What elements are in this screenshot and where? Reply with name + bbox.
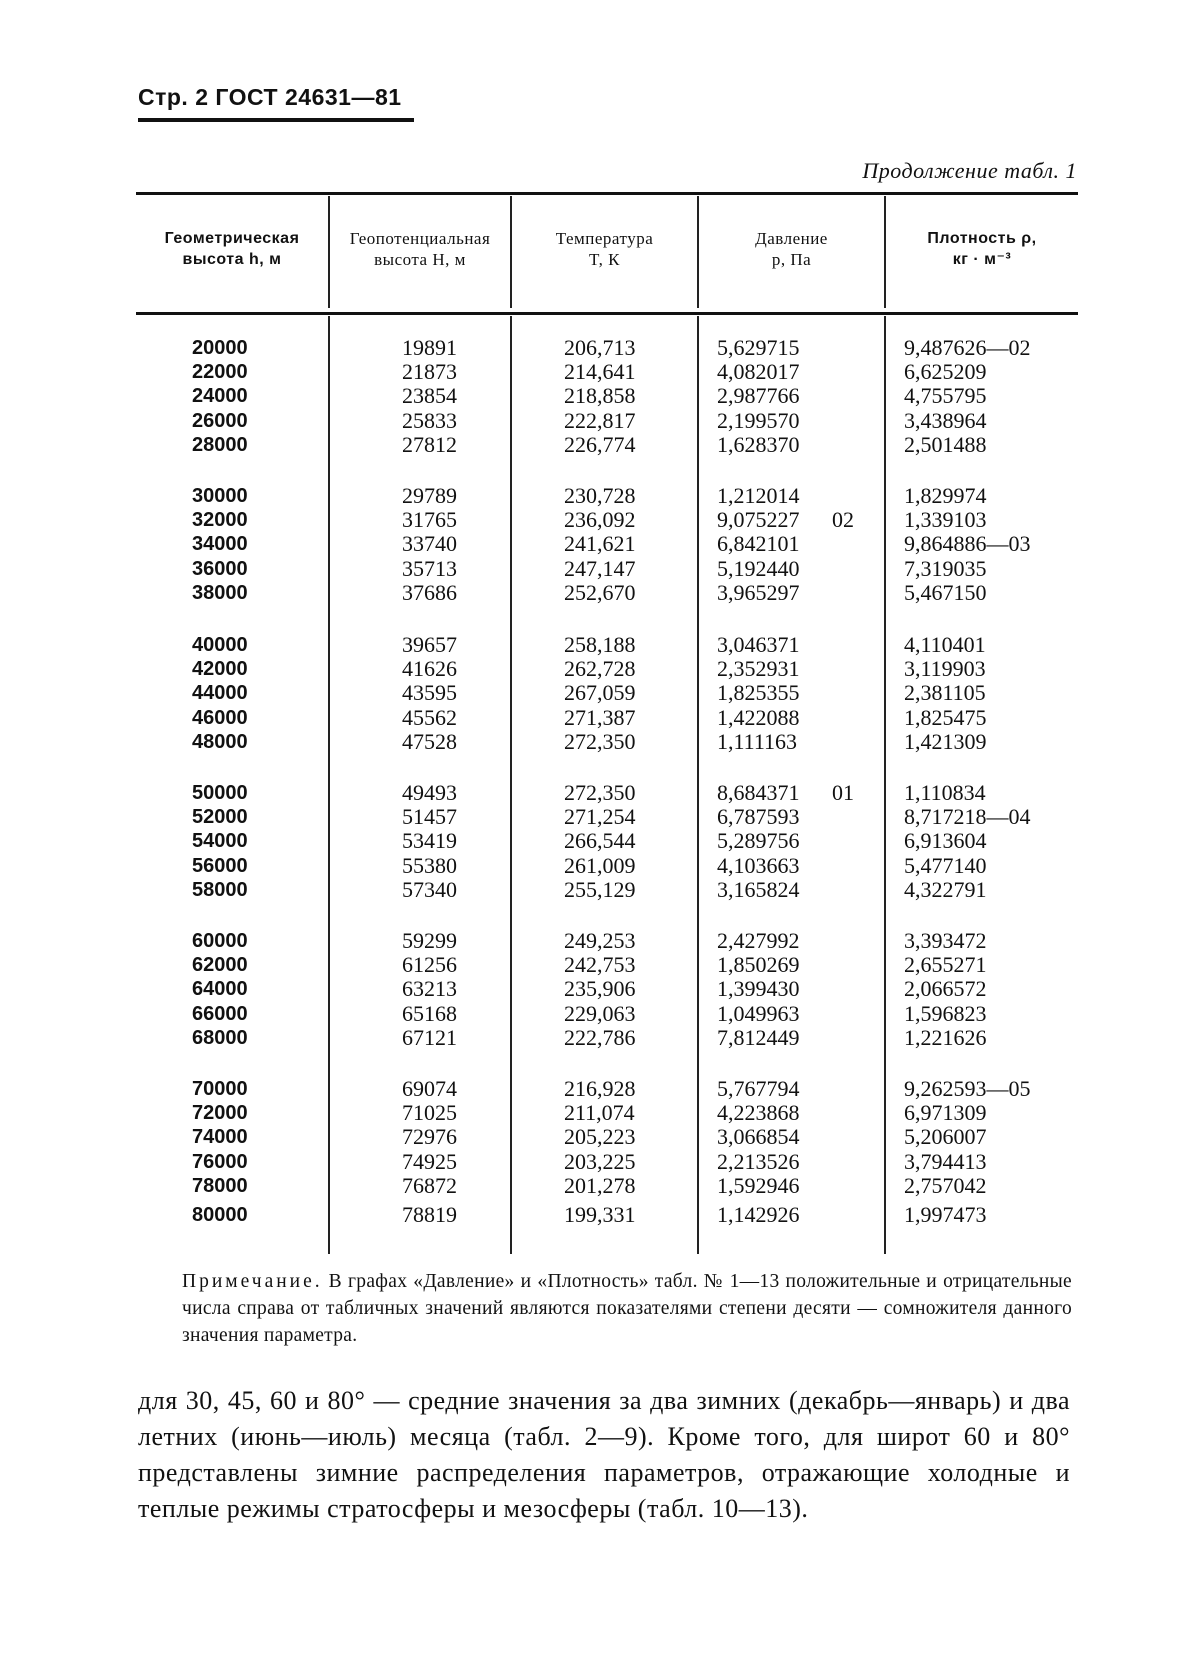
table-cell-T: 249,253 — [564, 928, 636, 953]
column-header-line: кг · м⁻³ — [952, 251, 1012, 268]
table-row — [0, 1150, 1187, 1174]
table-cell-H: 57340 — [402, 876, 457, 902]
table-cell-T: 271,387 — [564, 704, 636, 730]
table-row-group — [0, 1203, 1187, 1227]
table-cell-T: 214,641 — [564, 359, 636, 385]
table-cell-p: 1,111163 — [717, 728, 798, 754]
table-cell-H: 76872 — [402, 1172, 457, 1198]
column-header-line: Плотность ρ, — [927, 230, 1037, 247]
table-cell-p: 1,212014 — [717, 483, 800, 508]
table-cell-H: 41626 — [402, 656, 457, 682]
table-cell-p: 1,399430 — [717, 976, 800, 1002]
table-cell-p: 1,592946 — [717, 1172, 800, 1198]
table-cell-h: 40000 — [192, 634, 248, 656]
table-cell-T: 216,928 — [564, 1076, 636, 1101]
table-row — [0, 657, 1187, 681]
table-cell-h: 78000 — [192, 1174, 248, 1197]
table-row — [0, 581, 1187, 605]
table-cell-p: 1,628370 — [717, 431, 800, 457]
table-row — [0, 1125, 1187, 1149]
table-cell-rho: 9,262593—05 — [904, 1076, 1031, 1101]
table-row — [0, 1077, 1187, 1101]
table-cell-rho: 4,755795 — [904, 383, 987, 409]
table-cell-H: 63213 — [402, 976, 457, 1002]
table-top-rule — [136, 192, 1078, 195]
table-cell-H: 27812 — [402, 431, 457, 457]
table-cell-h: 52000 — [192, 806, 248, 829]
table-row-group — [0, 633, 1187, 754]
table-cell-T: 218,858 — [564, 383, 636, 409]
column-header-line: Геопотенциальная — [349, 229, 491, 248]
table-cell-h: 34000 — [192, 533, 248, 556]
table-cell-p: 2,352931 — [717, 656, 800, 682]
table-cell-H: 49493 — [402, 780, 457, 805]
column-header-geometric-height — [136, 228, 328, 270]
table-cell-h: 22000 — [192, 361, 248, 384]
table-cell-rho: 1,421309 — [904, 728, 987, 754]
table-cell-h: 72000 — [192, 1102, 248, 1125]
column-header-density — [886, 228, 1078, 270]
column-header-pressure — [699, 228, 884, 270]
table-cell-H: 74925 — [402, 1148, 457, 1174]
table-cell-h: 74000 — [192, 1126, 248, 1149]
table-cell-T: 271,254 — [564, 804, 636, 830]
table-cell-p: 5,192440 — [717, 555, 800, 581]
table-cell-p: 5,767794 — [717, 1076, 800, 1101]
table-cell-T: 235,906 — [564, 976, 636, 1002]
table-cell-p: 2,427992 — [717, 928, 800, 953]
table-cell-p: 7,812449 — [717, 1024, 800, 1050]
table-cell-rho: 2,655271 — [904, 952, 987, 978]
table-cell-T: 261,009 — [564, 852, 636, 878]
table-cell-H: 21873 — [402, 359, 457, 385]
table-cell-p: 2,199570 — [717, 407, 800, 433]
table-row — [0, 706, 1187, 730]
table-cell-p: 1,850269 — [717, 952, 800, 978]
table-cell-T: 266,544 — [564, 828, 636, 854]
table-cell-p: 5,629715 — [717, 335, 800, 360]
table-cell-H: 72976 — [402, 1124, 457, 1150]
header-rule — [138, 118, 414, 122]
table-cell-H: 25833 — [402, 407, 457, 433]
table-cell-p: 8,684371 — [717, 780, 800, 805]
table-cell-H: 31765 — [402, 507, 457, 533]
table-cell-T: 206,713 — [564, 335, 636, 360]
table-cell-rho: 2,501488 — [904, 431, 987, 457]
table-cell-rho: 1,221626 — [904, 1024, 987, 1050]
table-row — [0, 929, 1187, 953]
table-cell-T: 199,331 — [564, 1202, 636, 1227]
table-cell-h: 32000 — [192, 509, 248, 532]
column-header-line: Температура — [555, 229, 654, 248]
table-cell-rho: 9,487626—02 — [904, 335, 1031, 360]
table-cell-T: 222,786 — [564, 1024, 636, 1050]
table-row — [0, 681, 1187, 705]
table-cell-T: 203,225 — [564, 1148, 636, 1174]
table-cell-p: 5,289756 — [717, 828, 800, 854]
table-cell-p: 1,049963 — [717, 1000, 800, 1026]
table-cell-h: 76000 — [192, 1150, 248, 1173]
column-header-line: высота h, м — [182, 251, 282, 268]
table-cell-h: 28000 — [192, 433, 248, 456]
table-cell-h: 26000 — [192, 409, 248, 432]
table-cell-H: 51457 — [402, 804, 457, 830]
table-row — [0, 484, 1187, 508]
table-cell-h: 30000 — [192, 485, 248, 507]
table-row — [0, 557, 1187, 581]
table-cell-rho: 1,829974 — [904, 483, 987, 508]
table-header-rule — [136, 312, 1078, 315]
table-cell-T: 242,753 — [564, 952, 636, 978]
table-cell-H: 67121 — [402, 1024, 457, 1050]
table-cell-rho: 6,913604 — [904, 828, 987, 854]
table-cell-p: 6,787593 — [717, 804, 800, 830]
table-cell-H: 35713 — [402, 555, 457, 581]
table-row — [0, 1203, 1187, 1227]
table-cell-h: 60000 — [192, 930, 248, 952]
table-cell-rho: 3,393472 — [904, 928, 987, 953]
table-cell-H: 45562 — [402, 704, 457, 730]
table-cell-T: 236,092 — [564, 507, 636, 533]
table-cell-p: 1,825355 — [717, 680, 800, 706]
table-cell-p: 9,075227 — [717, 507, 800, 533]
table-cell-h: 68000 — [192, 1026, 248, 1049]
table-cell-p: 4,082017 — [717, 359, 800, 385]
table-cell-p: 1,142926 — [717, 1202, 800, 1227]
table-cell-H: 33740 — [402, 531, 457, 557]
table-cell-p: 3,965297 — [717, 579, 800, 605]
table-cell-T: 222,817 — [564, 407, 636, 433]
table-row — [0, 854, 1187, 878]
column-header-line: p, Па — [771, 250, 812, 269]
table-cell-p: 1,422088 — [717, 704, 800, 730]
table-cell-H: 61256 — [402, 952, 457, 978]
table-row — [0, 409, 1187, 433]
table-row-group — [0, 929, 1187, 1050]
table-cell-h: 42000 — [192, 658, 248, 681]
table-cell-rho: 5,467150 — [904, 579, 987, 605]
table-cell-h: 54000 — [192, 830, 248, 853]
table-row — [0, 433, 1187, 457]
table-row — [0, 730, 1187, 754]
table-cell-H: 53419 — [402, 828, 457, 854]
table-cell-T: 201,278 — [564, 1172, 636, 1198]
table-continuation-label: Продолжение табл. 1 — [862, 158, 1077, 183]
table-cell-rho: 7,319035 — [904, 555, 987, 581]
table-row — [0, 1174, 1187, 1198]
table-cell-rho: 1,110834 — [904, 780, 986, 805]
table-cell-T: 205,223 — [564, 1124, 636, 1150]
table-row — [0, 633, 1187, 657]
table-cell-H: 43595 — [402, 680, 457, 706]
table-note — [182, 1268, 1072, 1349]
table-cell-rho: 3,794413 — [904, 1148, 987, 1174]
table-cell-p: 2,213526 — [717, 1148, 800, 1174]
table-cell-h: 20000 — [192, 337, 248, 359]
table-cell-T: 241,621 — [564, 531, 636, 557]
note-lead: Примечание. — [182, 1271, 323, 1292]
table-cell-T: 262,728 — [564, 656, 636, 682]
table-row — [0, 878, 1187, 902]
table-row — [0, 508, 1187, 532]
table-cell-T: 230,728 — [564, 483, 636, 508]
table-cell-rho: 5,477140 — [904, 852, 987, 878]
table-cell-pe: 02 — [832, 507, 854, 533]
table-cell-H: 39657 — [402, 632, 457, 657]
table-cell-T: 258,188 — [564, 632, 636, 657]
table-cell-rho: 1,997473 — [904, 1202, 987, 1227]
table-row — [0, 1002, 1187, 1026]
table-row-group — [0, 781, 1187, 902]
table-cell-h: 62000 — [192, 954, 248, 977]
table-row — [0, 953, 1187, 977]
table-cell-H: 19891 — [402, 335, 457, 360]
table-cell-p: 6,842101 — [717, 531, 800, 557]
table-cell-rho: 1,339103 — [904, 507, 987, 533]
table-cell-p: 3,046371 — [717, 632, 800, 657]
table-cell-rho: 3,438964 — [904, 407, 987, 433]
column-header-line: Геометрическая — [164, 230, 300, 247]
column-header-temperature — [512, 228, 697, 270]
table-cell-T: 267,059 — [564, 680, 636, 706]
table-row-group — [0, 484, 1187, 605]
table-row — [0, 805, 1187, 829]
table-cell-H: 47528 — [402, 728, 457, 754]
column-header-line: T, К — [589, 250, 620, 269]
table-cell-rho: 8,717218—04 — [904, 804, 1031, 830]
column-header-line: Давление — [755, 229, 828, 248]
table-cell-h: 58000 — [192, 878, 248, 901]
table-cell-T: 247,147 — [564, 555, 636, 581]
table-cell-p: 2,987766 — [717, 383, 800, 409]
table-cell-h: 80000 — [192, 1204, 248, 1226]
table-cell-H: 65168 — [402, 1000, 457, 1026]
table-cell-T: 229,063 — [564, 1000, 636, 1026]
table-cell-h: 50000 — [192, 782, 248, 804]
table-cell-H: 23854 — [402, 383, 457, 409]
table-cell-h: 24000 — [192, 385, 248, 408]
page-header: Стр. 2 ГОСТ 24631—81 — [138, 84, 402, 110]
table-cell-H: 59299 — [402, 928, 457, 953]
table-cell-rho: 2,381105 — [904, 680, 986, 706]
table-cell-rho: 2,757042 — [904, 1172, 987, 1198]
table-row-group — [0, 336, 1187, 457]
table-cell-p: 4,103663 — [717, 852, 800, 878]
table-cell-rho: 9,864886—03 — [904, 531, 1031, 557]
body-paragraph: для 30, 45, 60 и 80° — средние значения за два зимних (декабрь—январь) и два летних (июнь—июль) месяца (табл. 2—9). Кроме того, для широт 60 и 80° представлены зимние распределения параметров, отражающие холодные и теплые режимы стратосферы и мезосферы (табл. 10—13). — [138, 1386, 1070, 1523]
table-cell-T: 272,350 — [564, 780, 636, 805]
column-header-line: высота H, м — [374, 250, 466, 269]
table-cell-h: 38000 — [192, 581, 248, 604]
table-cell-h: 44000 — [192, 682, 248, 705]
table-cell-rho: 6,971309 — [904, 1100, 987, 1126]
table-cell-H: 78819 — [402, 1202, 457, 1227]
table-cell-rho: 6,625209 — [904, 359, 987, 385]
table-cell-T: 255,129 — [564, 876, 636, 902]
table-cell-h: 66000 — [192, 1002, 248, 1025]
table-cell-p: 4,223868 — [717, 1100, 800, 1126]
table-row — [0, 977, 1187, 1001]
table-cell-T: 226,774 — [564, 431, 636, 457]
table-row — [0, 1026, 1187, 1050]
table-row — [0, 829, 1187, 853]
table-cell-rho: 4,110401 — [904, 632, 986, 657]
table-cell-rho: 2,066572 — [904, 976, 987, 1002]
table-cell-h: 64000 — [192, 978, 248, 1001]
table-cell-p: 3,066854 — [717, 1124, 800, 1150]
table-cell-h: 56000 — [192, 854, 248, 877]
table-cell-pe: 01 — [832, 780, 854, 805]
table-row — [0, 384, 1187, 408]
table-row-group — [0, 1077, 1187, 1198]
table-cell-T: 272,350 — [564, 728, 636, 754]
table-cell-rho: 3,119903 — [904, 656, 986, 682]
table-cell-H: 69074 — [402, 1076, 457, 1101]
table-cell-H: 55380 — [402, 852, 457, 878]
table-cell-rho: 5,206007 — [904, 1124, 987, 1150]
table-cell-p: 3,165824 — [717, 876, 800, 902]
table-cell-H: 29789 — [402, 483, 457, 508]
note-text: В графах «Давление» и «Плотность» табл. № 1—13 положительные и отрицательные числа справа от табличных значений являются показателями степени десяти — сомножителя данного значения параметра. — [182, 1271, 1072, 1346]
table-cell-rho: 1,825475 — [904, 704, 987, 730]
table-row — [0, 532, 1187, 556]
table-cell-rho: 4,322791 — [904, 876, 987, 902]
table-cell-h: 46000 — [192, 706, 248, 729]
table-cell-T: 211,074 — [564, 1100, 635, 1126]
table-row — [0, 1101, 1187, 1125]
table-cell-T: 252,670 — [564, 579, 636, 605]
table-cell-rho: 1,596823 — [904, 1000, 987, 1026]
table-row — [0, 360, 1187, 384]
column-header-geopotential-height — [330, 228, 510, 270]
table-cell-H: 71025 — [402, 1100, 457, 1126]
table-row — [0, 781, 1187, 805]
table-cell-h: 48000 — [192, 730, 248, 753]
table-cell-h: 36000 — [192, 557, 248, 580]
table-cell-H: 37686 — [402, 579, 457, 605]
table-row — [0, 336, 1187, 360]
table-cell-h: 70000 — [192, 1078, 248, 1100]
